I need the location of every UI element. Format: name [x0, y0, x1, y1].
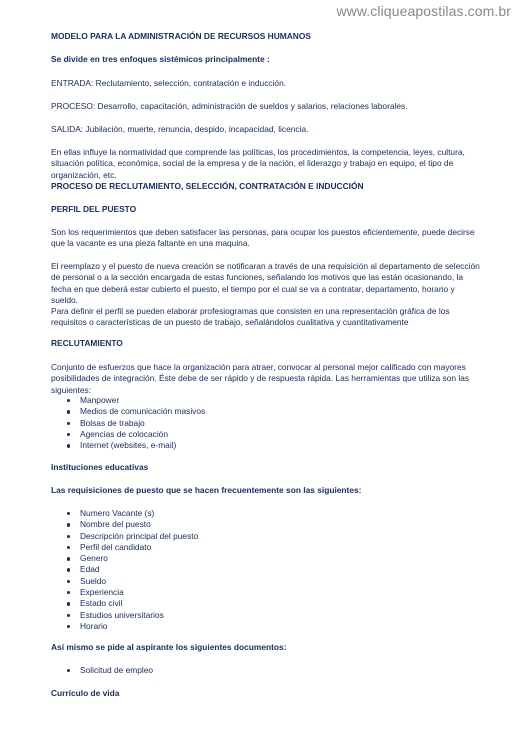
list-item: Agencias de colocación: [51, 429, 481, 440]
instituciones-heading: Instituciones educativas: [51, 462, 149, 472]
list-item: Estado civil: [51, 598, 481, 609]
perfil-paragraph-2: El reemplazo y el puesto de nueva creación se notificaran a través de una requisición al departamento de selección de personal o a la sección encargada de estas funciones, señalando los motivos que las están ocasionando, la fecha en que deberá estar cubierto el puesto, el tiempo por el cual se va a contratar, departamento, horario y sueldo.: [51, 261, 480, 306]
salida-paragraph: SALIDA: Jubilación, muerte, renuncia, despido, incapacidad, licencia.: [51, 124, 309, 134]
herramientas-list: [51, 395, 481, 451]
perfil-paragraph-3: Para definir el perfil se pueden elaborar profesiogramas que consisten en una representación gráfica de los requisitos o características de un puesto de trabajo, señalándolos cualitativa y cuantitativamente: [51, 306, 450, 328]
list-item: Manpower: [51, 395, 481, 406]
reclutamiento-heading: RECLUTAMIENTO: [51, 338, 123, 348]
list-item: Bolsas de trabajo: [51, 418, 481, 429]
enfoques-heading: Se divide en tres enfoques sistémicos principalmente :: [51, 54, 270, 64]
documentos-list: [51, 665, 481, 676]
proceso-heading: PROCESO DE RECLUTAMIENTO, SELECCIÓN, CONTRATACIÓN E INDUCCIÓN: [51, 181, 364, 191]
perfil-heading: PERFIL DEL PUESTO: [51, 204, 137, 214]
list-item: Edad: [51, 564, 481, 575]
list-item: Horario: [51, 621, 481, 632]
normatividad-paragraph: En ellas influye la normatividad que comprende las políticas, los procedimientos, la competencia, leyes, cultura, situación política, económica, social de la empresa y de la nación, el liderazgo y trabajo en equipo, el tipo de organización, etc.: [51, 147, 465, 180]
list-item: Descripción principal del puesto: [51, 531, 481, 542]
list-item: Perfil del candidato: [51, 542, 481, 553]
proceso-paragraph: PROCESO: Desarrollo, capacitación, administración de sueldos y salarios, relaciones laborales.: [51, 101, 408, 111]
curriculo-heading: Currículo de vida: [51, 688, 120, 698]
document-title: MODELO PARA LA ADMINISTRACIÓN DE RECURSOS HUMANOS: [51, 31, 311, 41]
list-item: Numero Vacante (s): [51, 508, 481, 519]
list-item: Medios de comunicación masivos: [51, 406, 481, 417]
reclutamiento-paragraph: Conjunto de esfuerzos que hace la organización para atraer, convocar al personal mejor calificado con mayores posibilidades de integración. Éste debe de ser rápido y de respuesta rápida. Las herramientas que utiliza son las siguientes:: [51, 362, 470, 395]
watermark: www.cliqueapostilas.com.br: [336, 3, 511, 19]
list-item: Internet (websites, e-mail): [51, 440, 481, 451]
list-item: Sueldo: [51, 576, 481, 587]
list-item: Estudios universitarios: [51, 610, 481, 621]
documentos-heading: Así mismo se pide al aspirante los siguientes documentos:: [51, 642, 287, 652]
requisiciones-heading: Las requisiciones de puesto que se hacen frecuentemente son las siguientes:: [51, 485, 362, 495]
list-item: Genero: [51, 553, 481, 564]
entrada-paragraph: ENTRADA: Reclutamiento, selección, contratación e inducción.: [51, 78, 287, 88]
perfil-paragraph-1: Son los requerimientos que deben satisfacer las personas, para ocupar los puestos eficientemente, puede decirse que la vacante es una pieza faltante en una maquina.: [51, 227, 475, 249]
list-item: Experiencia: [51, 587, 481, 598]
list-item: Nombre del puesto: [51, 519, 481, 530]
list-item: Solicitud de empleo: [51, 665, 481, 676]
requisiciones-list: [51, 508, 481, 632]
